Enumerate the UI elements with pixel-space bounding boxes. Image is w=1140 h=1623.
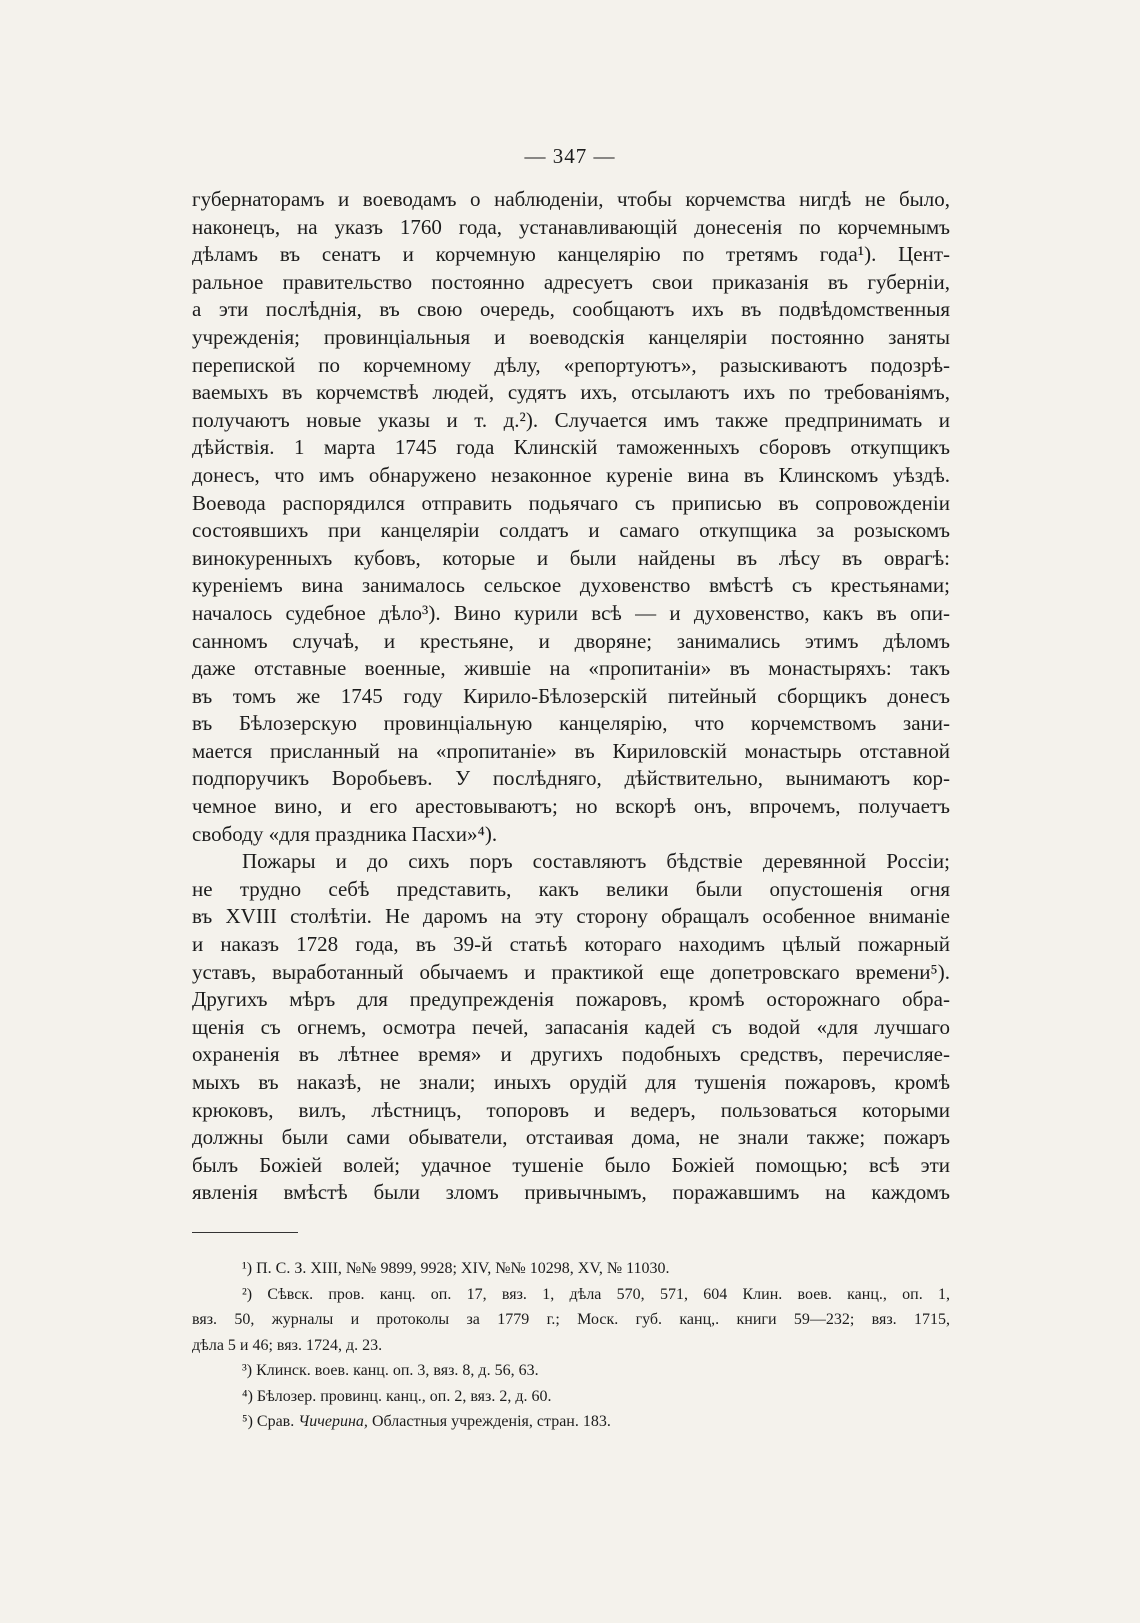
text-line: чемное вино, и его арестовываютъ; но вскорѣ онъ, впрочемъ, получаетъ (192, 794, 950, 819)
text-line: губернаторамъ и воеводамъ о наблюденіи, чтобы корчемства нигдѣ не было, (192, 187, 950, 211)
text-line: уставъ, выработанный обычаемъ и практикой еще допетровскаго времени⁵). (192, 959, 950, 984)
footnotes (192, 1256, 950, 1435)
text-line: перепиской по корчемному дѣлу, «репортуютъ», разыскиваютъ подозрѣ- (192, 352, 950, 377)
paragraph-start-line: Пожары и до сихъ поръ составляютъ бѣдствіе деревянной Россіи; (242, 849, 950, 874)
text-line: въ томъ же 1745 году Кирило-Бѣлозерскій питейный сборщикъ донесъ (192, 683, 950, 708)
text-line: мыхъ въ наказѣ, не знали; иныхъ орудій для тушенія пожаровъ, кромѣ (192, 1070, 950, 1094)
footnote-2: ²) Сѣвск. пров. канц. оп. 17, вяз. 1, дѣла 570, 571, 604 Клин. воев. канц., оп. 1, (242, 1285, 950, 1303)
footnote-separator (192, 1232, 298, 1233)
text-line: въ XVIII столѣтіи. Не даромъ на эту сторону обращалъ особенное вниманіе (192, 904, 950, 929)
footnote-5-author: Чичерина, (298, 1413, 368, 1430)
text-line: не трудно себѣ представить, какъ велики были опустошенія огня (192, 876, 950, 901)
text-line: началось судебное дѣло³). Вино курили всѣ — и духовенство, какъ въ опи- (192, 600, 950, 625)
text-line: должны были сами обыватели, отстаивая дома, не знали также; пожаръ (192, 1125, 950, 1150)
text-line: получаютъ новые указы и т. д.²). Случается имъ также предпринимать и (192, 407, 950, 432)
footnote-1: ¹) П. С. З. XIII, №№ 9899, 9928; XIV, №№ 10298, XV, № 11030. (242, 1260, 670, 1277)
text-line: ваемыхъ въ корчемствѣ людей, судятъ ихъ, отсылаютъ ихъ по требованіямъ, (192, 380, 950, 405)
text-line: мается присланный на «пропитаніе» въ Кириловскій монастырь отставной (192, 738, 950, 763)
footnote-2-continuation: дѣла 5 и 46; вяз. 1724, д. 23. (192, 1336, 383, 1354)
text-line: и наказъ 1728 года, въ 39-й статьѣ котораго находимъ цѣлый пожарный (192, 932, 950, 957)
text-line: щенія съ огнемъ, осмотра печей, запасанія кадей съ водой «для лучшаго (192, 1014, 950, 1039)
text-line: былъ Божіей волей; удачное тушеніе было Божіей помощью; всѣ эти (192, 1152, 950, 1177)
text-line: куреніемъ вина занималось сельское духовенство вмѣстѣ съ крестьянами; (192, 573, 950, 598)
text-line: даже отставные военные, жившіе на «пропитаніи» въ монастыряхъ: такъ (192, 656, 950, 681)
footnote-2-continuation: вяз. 50, журналы и протоколы за 1779 г.; Моск. губ. канц,. книги 59—232; вяз. 1715, (192, 1311, 950, 1328)
text-line: въ Бѣлозерскую провинціальную канцелярію, что корчемствомъ зани- (192, 711, 950, 736)
text-line: дѣламъ въ сенатъ и корчемную канцелярію по третямъ года¹). Цент- (192, 242, 950, 267)
body-text (192, 186, 950, 1207)
footnote-4: ⁴) Бѣлозер. провинц. канц., оп. 2, вяз. 2, д. 60. (242, 1387, 552, 1405)
text-line: ральное правительство постоянно адресуетъ свои приказанія въ губерніи, (192, 269, 950, 294)
text-line: учрежденія; провинціальныя и воеводскія канцеляріи постоянно заняты (192, 324, 950, 349)
text-line: свободу «для праздника Пасхи»⁴). (192, 821, 498, 846)
text-line: явленія вмѣстѣ были зломъ привычнымъ, поражавшимъ на каждомъ (192, 1180, 950, 1205)
footnote-5 (192, 1409, 950, 1435)
text-line: санномъ случаѣ, и крестьяне, и дворяне; занимались этимъ дѣломъ (192, 628, 950, 653)
footnote-5-text: Областныя учрежденія, стран. 183. (371, 1413, 611, 1430)
page-number: — 347 — (524, 144, 616, 168)
text-line: наконецъ, на указъ 1760 года, устанавливающій донесенія по корчемнымъ (192, 214, 950, 239)
text-line: а эти послѣднія, въ свою очередь, сообщаютъ ихъ въ подвѣдомственныя (192, 297, 950, 322)
text-line: донесъ, что имъ обнаружено незаконное куреніе вина въ Клинскомъ уѣздѣ. (192, 462, 950, 487)
text-line: Воевода распорядился отправить подьячаго съ приписью въ сопровожденіи (192, 490, 950, 515)
text-line: охраненія въ лѣтнее время» и другихъ подобныхъ средствъ, перечисляе- (192, 1042, 950, 1067)
text-line: дѣйствія. 1 марта 1745 года Клинскій таможенныхъ сборовъ откупщикъ (192, 435, 950, 460)
text-line: состоявшихъ при канцеляріи солдатъ и самаго откупщика за розыскомъ (192, 518, 950, 543)
text-line: винокуренныхъ кубовъ, которые и были найдены въ лѣсу въ оврагѣ: (192, 545, 950, 570)
footnote-5-prefix: ⁵) Срав. (242, 1413, 295, 1430)
footnote-3: ³) Клинск. воев. канц. оп. 3, вяз. 8, д. 56, 63. (242, 1362, 539, 1379)
text-line: крюковъ, вилъ, лѣстницъ, топоровъ и ведеръ, пользоваться которыми (192, 1097, 950, 1122)
text-line: подпоручикъ Воробьевъ. У послѣдняго, дѣйствительно, вынимаютъ кор- (192, 766, 950, 791)
text-line: Другихъ мѣръ для предупрежденія пожаровъ, кромѣ осторожнаго обра- (192, 987, 950, 1012)
